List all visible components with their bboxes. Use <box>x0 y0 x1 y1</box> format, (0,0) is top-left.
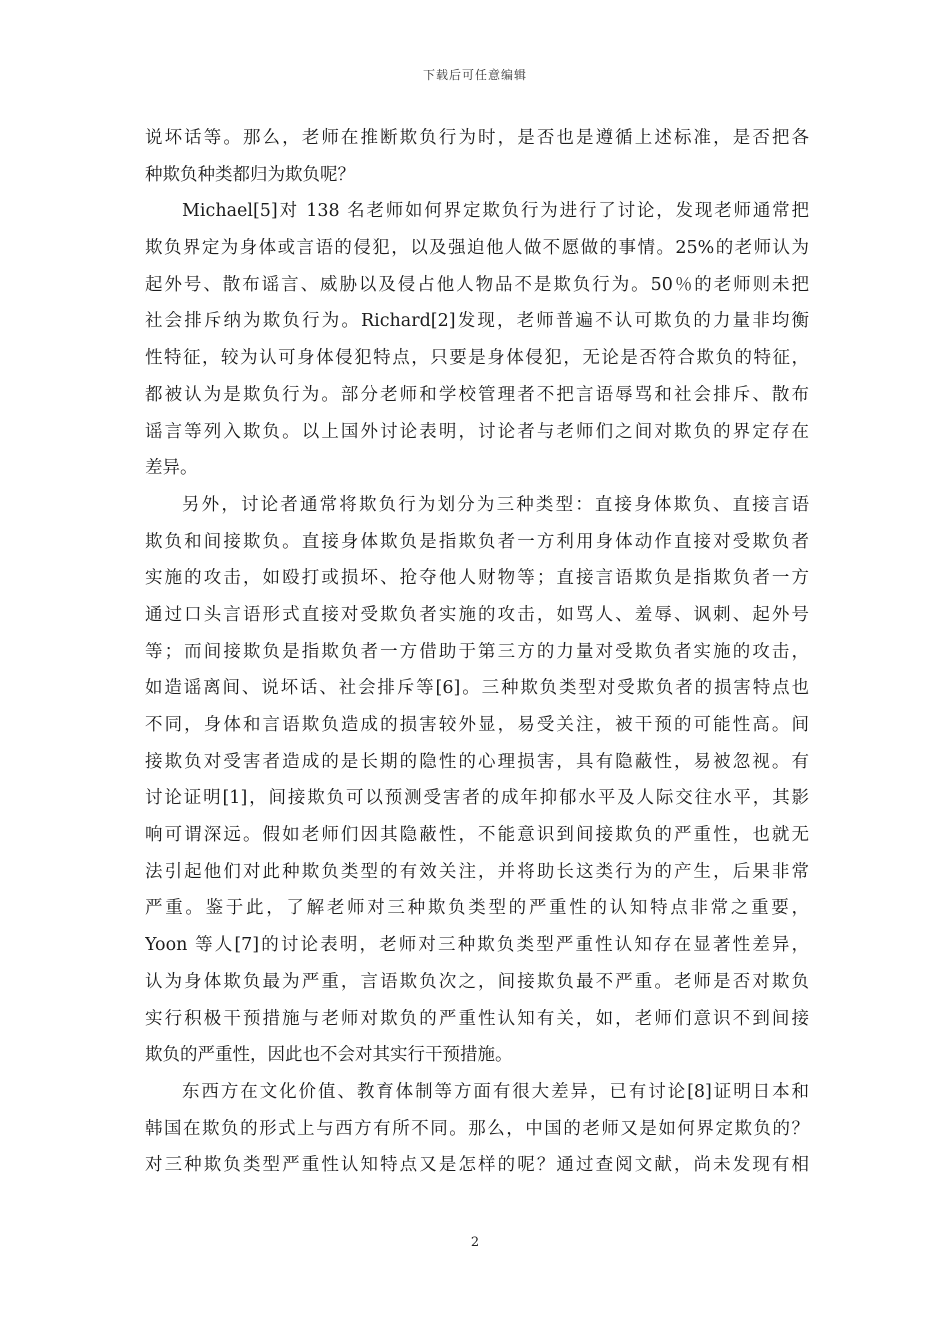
body-line: 等；而间接欺负是指欺负者一方借助于第三方的力量对受欺负者实施的攻击， <box>145 641 809 662</box>
body-line: 法引起他们对此种欺负类型的有效关注，并将助长这类行为的产生，后果非常 <box>145 861 809 882</box>
body-line: 说坏话等。那么，老师在推断欺负行为时，是否也是遵循上述标准，是否把各 <box>145 128 809 148</box>
body-line: 谣言等列入欺负。以上国外讨论表明，讨论者与老师们之间对欺负的界定存在 <box>145 421 809 442</box>
body-line: 欺负的严重性，因此也不会对其实行干预措施。 <box>145 1045 513 1066</box>
body-line: 实施的攻击，如殴打或损坏、抢夺他人财物等；直接言语欺负是指欺负者一方 <box>145 568 809 589</box>
body-line: 差异。 <box>145 458 198 479</box>
body-line: 欺负和间接欺负。直接身体欺负是指欺负者一方利用身体动作直接对受欺负者 <box>145 531 809 552</box>
body-line: 严重。鉴于此，了解老师对三种欺负类型的严重性的认知特点非常之重要， <box>145 898 809 919</box>
body-line: 起外号、散布谣言、威胁以及侵占他人物品不是欺负行为。50％的老师则未把 <box>145 274 809 295</box>
body-line: 社会排斥纳为欺负行为。Richard[2]发现，老师普遍不认可欺负的力量非均衡 <box>145 311 809 332</box>
body-line: Michael[5]对 138 名老师如何界定欺负行为进行了讨论，发现老师通常把 <box>182 201 809 222</box>
document-body <box>145 124 809 1188</box>
body-line: 另外，讨论者通常将欺负行为划分为三种类型：直接身体欺负、直接言语 <box>182 494 809 515</box>
page-header: 下载后可任意编辑 <box>422 68 527 82</box>
body-line: 接欺负对受害者造成的是长期的隐性的心理损害，具有隐蔽性，易被忽视。有 <box>145 751 809 772</box>
body-line: Yoon 等人[7]的讨论表明，老师对三种欺负类型严重性认知存在显著性差异， <box>145 935 809 956</box>
body-line: 不同，身体和言语欺负造成的损害较外显，易受关注，被干预的可能性高。间 <box>145 715 809 735</box>
body-line: 韩国在欺负的形式上与西方有所不同。那么，中国的老师又是如何界定欺负的？ <box>145 1118 809 1139</box>
body-line: 讨论证明[1]，间接欺负可以预测受害者的成年抑郁水平及人际交往水平，其影 <box>145 788 809 809</box>
body-line: 通过口头言语形式直接对受欺负者实施的攻击，如骂人、羞辱、讽刺、起外号 <box>145 604 809 625</box>
body-line: 响可谓深远。假如老师们因其隐蔽性，不能意识到间接欺负的严重性，也就无 <box>145 825 809 846</box>
body-line: 欺负界定为身体或言语的侵犯，以及强迫他人做不愿做的事情。25%的老师认为 <box>145 238 809 259</box>
body-line: 都被认为是欺负行为。部分老师和学校管理者不把言语辱骂和社会排斥、散布 <box>145 384 809 405</box>
body-line: 对三种欺负类型严重性认知特点又是怎样的呢？通过查阅文献，尚未发现有相 <box>145 1155 809 1176</box>
body-line: 东西方在文化价值、教育体制等方面有很大差异，已有讨论[8]证明日本和 <box>182 1081 809 1102</box>
body-line: 如造谣离间、说坏话、社会排斥等[6]。三种欺负类型对受欺负者的损害特点也 <box>145 678 809 699</box>
page-number: 2 <box>470 1235 480 1250</box>
body-line: 性特征，较为认可身体侵犯特点，只要是身体侵犯，无论是否符合欺负的特征， <box>145 348 809 369</box>
body-line: 认为身体欺负最为严重，言语欺负次之，间接欺负最不严重。老师是否对欺负 <box>145 971 809 992</box>
body-line: 种欺负种类都归为欺负呢？ <box>145 164 355 185</box>
body-line: 实行积极干预措施与老师对欺负的严重性认知有关，如，老师们意识不到间接 <box>145 1008 809 1029</box>
